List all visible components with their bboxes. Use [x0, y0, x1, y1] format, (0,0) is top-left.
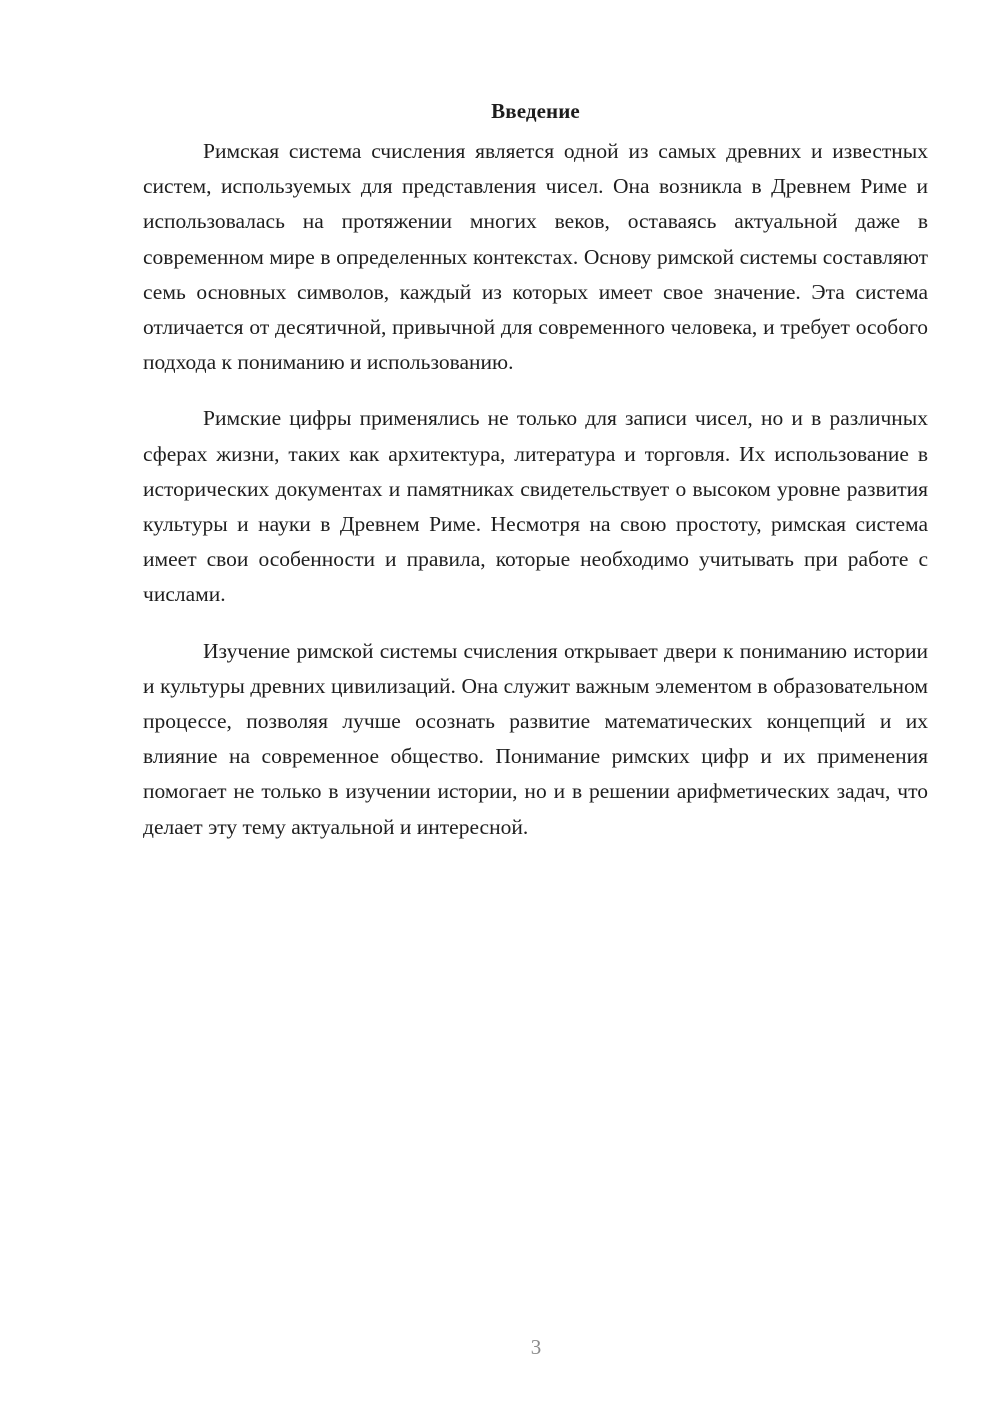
paragraph-1: Римская система счисления является одной из самых древних и известных систем, используемых для представления чисел. Она возникла в Древнем Риме и использовалась на протяжении многих веков, оставаясь актуальной даже в современном мире в определенных контекстах. Основу римской системы составляют семь основных символов, каждый из которых имеет свое значение. Эта система отличается от десятичной, привычной для современного человека, и требует особого подхода к пониманию и использованию.	[143, 139, 928, 375]
page-number: 3	[530, 1335, 542, 1359]
paragraph-2: Римские цифры применялись не только для записи чисел, но и в различных сферах жизни, таких как архитектура, литература и торговля. Их использование в исторических документах и памятниках свидетельствует о высоком уровне развития культуры и науки в Древнем Риме. Несмотря на свою простоту, римская система имеет свои особенности и правила, которые необходимо учитывать при работе с числами.	[143, 406, 928, 607]
page-content	[143, 96, 928, 866]
section-title: Введение	[491, 99, 580, 123]
paragraph-3: Изучение римской системы счисления открывает двери к пониманию истории и культуры древних цивилизаций. Она служит важным элементом в образовательном процессе, позволяя лучше осознать развитие математических концепций и их влияние на современное общество. Понимание римских цифр и их применения помогает не только в изучении истории, но и в решении арифметических задач, что делает эту тему актуальной и интересной.	[143, 638, 928, 839]
